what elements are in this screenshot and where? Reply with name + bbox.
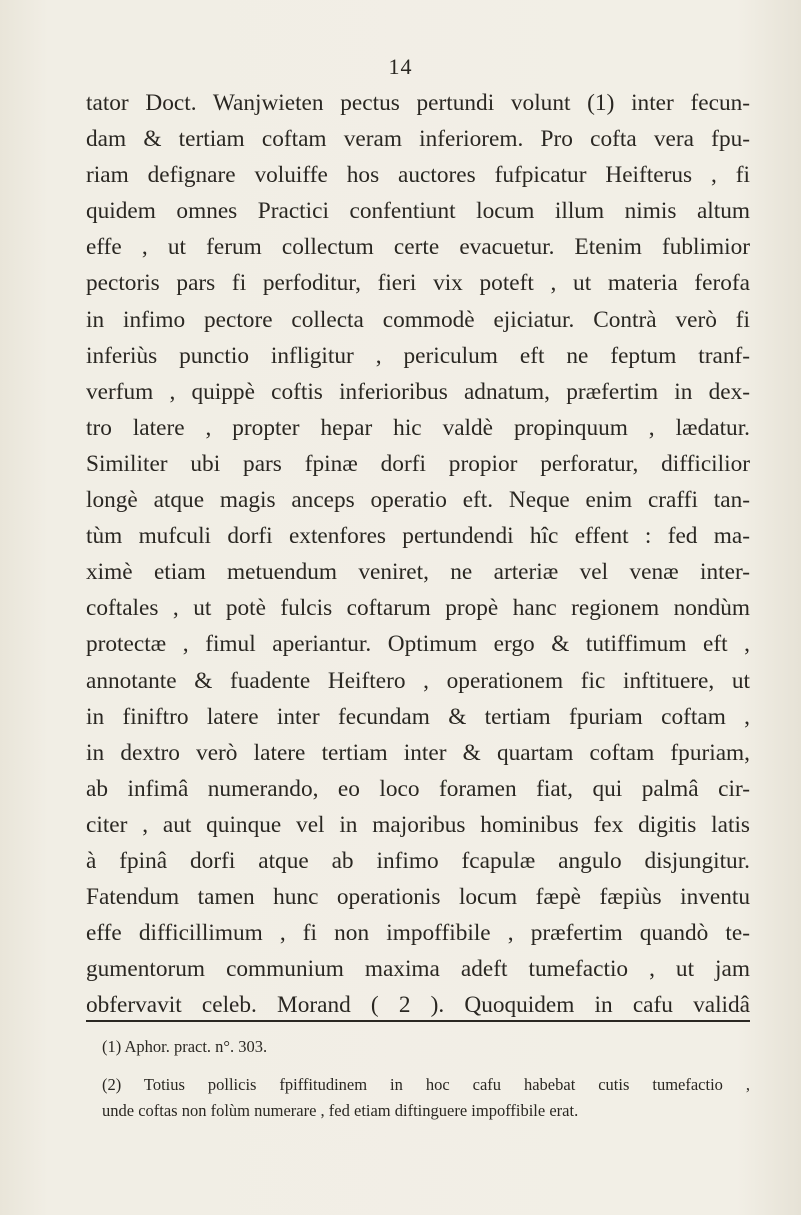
text-line: tator Doct. Wanjwieten pectus pertundi volunt (1) inter fecun- <box>86 90 750 116</box>
text-line: à fpinâ dorfi atque ab infimo fcapulæ angulo disjungitur. <box>86 847 750 874</box>
text-line: riam defignare voluiffe hos auctores fufpicatur Heifterus , fi <box>86 162 750 189</box>
text-line: in dextro verò latere tertiam inter & quartam coftam fpuriam, <box>86 739 750 766</box>
text-line: dam & tertiam coftam veram inferiorem. Pro cofta vera fpu- <box>86 126 750 153</box>
text-line: obfervavit celeb. Morand ( 2 ). Quoquidem in cafu validâ <box>86 992 750 1019</box>
footnote-divider <box>86 1020 750 1022</box>
text-line: longè atque magis anceps operatio eft. Neque enim craffi tan- <box>86 487 750 514</box>
text-line: in infimo pectore collecta commodè ejiciatur. Contrà verò fi <box>86 306 750 333</box>
main-text-block <box>86 85 750 1023</box>
text-line: ab infimâ numerando, eo loco foramen fiat, qui palmâ cir- <box>86 775 750 802</box>
text-line: tro latere , propter hepar hic valdè propinquum , lædatur. <box>86 414 750 441</box>
text-line: pectoris pars fi perfoditur, fieri vix poteft , ut materia ferofa <box>86 270 750 297</box>
footnote-spacer <box>100 1060 750 1072</box>
footnotes <box>100 1034 750 1124</box>
text-line: Similiter ubi pars fpinæ dorfi propior perforatur, difficilior <box>86 450 750 477</box>
footnote-2-line-1: (2) Totius pollicis fpiffitudinem in hoc cafu habebat cutis tumefactio , <box>102 1075 750 1094</box>
page-number: 14 <box>388 54 413 79</box>
footnote-1: (1) Aphor. pract. n°. 303. <box>102 1037 268 1056</box>
text-line: quidem omnes Practici confentiunt locum illum nimis altum <box>86 198 750 225</box>
text-line: Fatendum tamen hunc operationis locum fæpè fæpiùs inventu <box>86 884 750 911</box>
text-line: verfum , quippè coftis inferioribus adnatum, præfertim in dex- <box>86 378 750 405</box>
text-line: inferiùs punctio infligitur , periculum eft ne feptum tranf- <box>86 342 750 369</box>
text-line: gumentorum communium maxima adeft tumefactio , ut jam <box>86 956 750 983</box>
text-line: effe , ut ferum collectum certe evacuetur. Etenim fublimior <box>86 234 750 261</box>
text-line: annotante & fuadente Heiftero , operationem fic inftituere, ut <box>86 667 750 694</box>
text-line: tùm mufculi dorfi extenfores pertundendi hîc effent : fed ma- <box>86 523 750 550</box>
text-line: coftales , ut potè fulcis coftarum propè hanc regionem nondùm <box>86 595 750 622</box>
text-line: citer , aut quinque vel in majoribus hominibus fex digitis latis <box>86 811 750 838</box>
footnote-2-line-2: unde coftas non folùm numerare , fed etiam diftinguere impoffibile erat. <box>102 1101 579 1120</box>
text-line: ximè etiam metuendum veniret, ne arteriæ vel venæ inter- <box>86 559 750 586</box>
text-line: protectæ , fimul aperiantur. Optimum ergo & tutiffimum eft , <box>86 631 750 658</box>
text-line: in finiftro latere inter fecundam & tertiam fpuriam coftam , <box>86 703 750 730</box>
text-line: effe difficillimum , fi non impoffibile , præfertim quandò te- <box>86 920 750 947</box>
